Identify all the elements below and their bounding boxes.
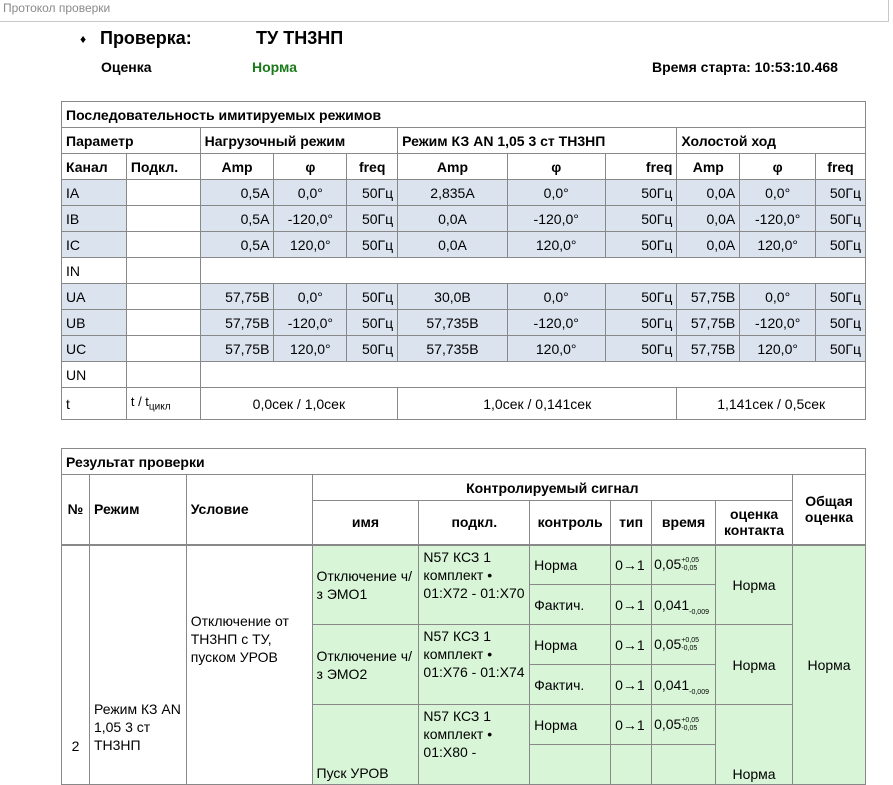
channel-conn (126, 206, 200, 232)
freq-value: 50Гц (816, 336, 866, 362)
type-header: тип (611, 501, 652, 545)
t-label: t (62, 388, 127, 420)
bullet-icon: ♦ (80, 32, 87, 46)
phi-value: 0,0° (740, 180, 816, 206)
signal-type: 0→1 (611, 625, 652, 665)
param-header: Параметр (62, 128, 201, 154)
control-norm: Норма (530, 625, 611, 665)
freq-value: 50Гц (605, 310, 677, 336)
control-norm: Норма (530, 705, 611, 745)
amp-value: 57,75B (677, 310, 740, 336)
amp-value: 0,0A (398, 232, 508, 258)
channel-name: UB (62, 310, 127, 336)
control-norm: Норма (530, 545, 611, 585)
amp-value: 0,5A (200, 206, 274, 232)
row-no: 2 (62, 545, 90, 785)
freq-value: 50Гц (816, 232, 866, 258)
amp-value: 30,0B (398, 284, 508, 310)
channel-name: IA (62, 180, 127, 206)
amp-value: 0,0A (677, 180, 740, 206)
grade-value: Норма (252, 59, 297, 75)
phi-value: -120,0° (740, 310, 816, 336)
channel-conn (126, 362, 200, 388)
channel-row (62, 310, 866, 336)
start-time (652, 59, 838, 75)
time-norm: 0,05+0,05 -0,05 (652, 705, 716, 745)
time-fact: $0,041_{-0,009}$ (652, 665, 716, 705)
freq-header: freq (605, 154, 677, 180)
freq-value: 50Гц (347, 310, 398, 336)
name-header: имя (312, 501, 419, 545)
phi-value: -120,0° (740, 206, 816, 232)
channel-row (62, 206, 866, 232)
sequence-caption: Последовательность имитируемых режимов (62, 102, 866, 128)
phi-value: 120,0° (274, 232, 347, 258)
amp-value: 57,735B (398, 336, 508, 362)
t-value-idle: 1,141сек / 0,5сек (677, 388, 866, 420)
phi-header: φ (274, 154, 347, 180)
mode-header: Режим (89, 475, 186, 545)
freq-value: 50Гц (605, 284, 677, 310)
control-fact: Фактич. (530, 585, 611, 625)
window-title: Протокол проверки (0, 0, 889, 22)
signal-conn: N57 КСЗ 1 комплект • 01:X76 - 01:X74 (419, 625, 530, 705)
row-cond: Отключение от ТН3НП с ТУ, пуском УРОВ (186, 545, 312, 785)
phi-value: -120,0° (507, 206, 605, 232)
mode-header-idle: Холостой ход (677, 128, 866, 154)
channel-conn (126, 232, 200, 258)
amp-value: 57,75B (200, 310, 274, 336)
sequence-table (61, 101, 866, 420)
channel-name: IB (62, 206, 127, 232)
overall-header: Общая оценка (793, 475, 866, 545)
freq-value: 50Гц (605, 232, 677, 258)
signal-conn: N57 КСЗ 1 комплект • 01:X72 - 01:X70 (419, 545, 530, 625)
mode-header-load: Нагрузочный режим (200, 128, 397, 154)
amp-header: Amp (200, 154, 274, 180)
control-header: контроль (530, 501, 611, 545)
phi-value: 0,0° (274, 180, 347, 206)
phi-value: 120,0° (507, 232, 605, 258)
signal-type: 0→1 (611, 665, 652, 705)
no-header: № (62, 475, 90, 545)
amp-header: Amp (398, 154, 508, 180)
result-caption: Результат проверки (62, 449, 866, 475)
freq-header: freq (347, 154, 398, 180)
phi-value: -120,0° (507, 310, 605, 336)
signal-name: Пуск УРОВ (312, 705, 419, 785)
signal-type: 0→1 (611, 545, 652, 585)
channel-header: Канал (62, 154, 127, 180)
channel-conn (126, 310, 200, 336)
freq-value: 50Гц (816, 180, 866, 206)
freq-value: 50Гц (347, 232, 398, 258)
channel-conn (126, 180, 200, 206)
t-conn: t / $t_{цикл}$ (126, 388, 200, 420)
contact-grade: Норма (716, 705, 793, 785)
channel-name: IN (62, 258, 127, 284)
check-value: ТУ ТН3НП (256, 28, 344, 48)
start-label: Время старта: (652, 59, 751, 75)
phi-value: -120,0° (274, 310, 347, 336)
phi-value: 120,0° (507, 336, 605, 362)
contact-grade: Норма (716, 625, 793, 705)
channel-conn (126, 258, 200, 284)
signal-header: Контролируемый сигнал (312, 475, 793, 501)
freq-value: 50Гц (816, 310, 866, 336)
freq-value: 50Гц (605, 180, 677, 206)
start-value: 10:53:10.468 (754, 59, 838, 75)
signal-type: 0→1 (611, 705, 652, 745)
freq-value: 50Гц (605, 336, 677, 362)
freq-value: 50Гц (347, 206, 398, 232)
amp-value: 57,75B (677, 284, 740, 310)
amp-header: Amp (677, 154, 740, 180)
contact-header: оценка контакта (716, 501, 793, 545)
channel-conn (126, 336, 200, 362)
conn-header-2: подкл. (419, 501, 530, 545)
amp-value: 2,835A (398, 180, 508, 206)
freq-header: freq (816, 154, 866, 180)
overall-grade: Норма (793, 545, 866, 785)
freq-value: 50Гц (347, 180, 398, 206)
channel-name: UN (62, 362, 127, 388)
channel-row (62, 258, 866, 284)
phi-value: 120,0° (740, 336, 816, 362)
contact-grade: Норма (716, 545, 793, 625)
amp-value: 57,735B (398, 310, 508, 336)
phi-header: φ (740, 154, 816, 180)
channel-name: IC (62, 232, 127, 258)
conn-header: Подкл. (126, 154, 200, 180)
amp-value: 0,0A (398, 206, 508, 232)
grade-label: Оценка (101, 59, 152, 75)
channel-row (62, 362, 866, 388)
check-label: Проверка: (100, 28, 192, 48)
amp-value: 57,75B (200, 284, 274, 310)
phi-header: φ (507, 154, 605, 180)
t-value-kz: 1,0сек / 0,141сек (398, 388, 677, 420)
freq-value: 50Гц (347, 336, 398, 362)
channel-row (62, 336, 866, 362)
phi-value: 120,0° (740, 232, 816, 258)
empty-values (200, 362, 865, 388)
signal-type: 0→1 (611, 585, 652, 625)
channel-row (62, 284, 866, 310)
channel-row (62, 232, 866, 258)
amp-value: 57,75B (200, 336, 274, 362)
signal-conn: N57 КСЗ 1 комплект • 01:X80 - (419, 705, 530, 785)
result-table (61, 448, 866, 785)
phi-value: 0,0° (507, 180, 605, 206)
freq-value: 50Гц (816, 206, 866, 232)
time-fact: $0,041_{-0,009}$ (652, 585, 716, 625)
channel-name: UC (62, 336, 127, 362)
t-value-load: 0,0сек / 1,0сек (200, 388, 397, 420)
amp-value: 57,75B (677, 336, 740, 362)
phi-value: 0,0° (274, 284, 347, 310)
amp-value: 0,0A (677, 232, 740, 258)
phi-value: 0,0° (740, 284, 816, 310)
signal-name: Отключение ч/з ЭМО2 (312, 625, 419, 705)
channel-conn (126, 284, 200, 310)
channel-name: UA (62, 284, 127, 310)
time-header: время (652, 501, 716, 545)
mode-header-kz: Режим КЗ AN 1,05 3 ст ТН3НП (398, 128, 677, 154)
phi-value: -120,0° (274, 206, 347, 232)
freq-value: 50Гц (605, 206, 677, 232)
freq-value: 50Гц (816, 284, 866, 310)
empty-values (200, 258, 865, 284)
amp-value: 0,0A (677, 206, 740, 232)
amp-value: 0,5A (200, 232, 274, 258)
cond-header: Условие (186, 475, 312, 545)
row-mode: Режим КЗ AN 1,05 3 ст ТН3НП (89, 545, 186, 785)
freq-value: 50Гц (347, 284, 398, 310)
amp-value: 0,5A (200, 180, 274, 206)
signal-name: Отключение ч/з ЭМО1 (312, 545, 419, 625)
phi-value: 0,0° (507, 284, 605, 310)
channel-row (62, 180, 866, 206)
control-fact: Фактич. (530, 665, 611, 705)
phi-value: 120,0° (274, 336, 347, 362)
time-norm: 0,05+0,05 -0,05 (652, 625, 716, 665)
time-norm: 0,05+0,05 -0,05 (652, 545, 716, 585)
